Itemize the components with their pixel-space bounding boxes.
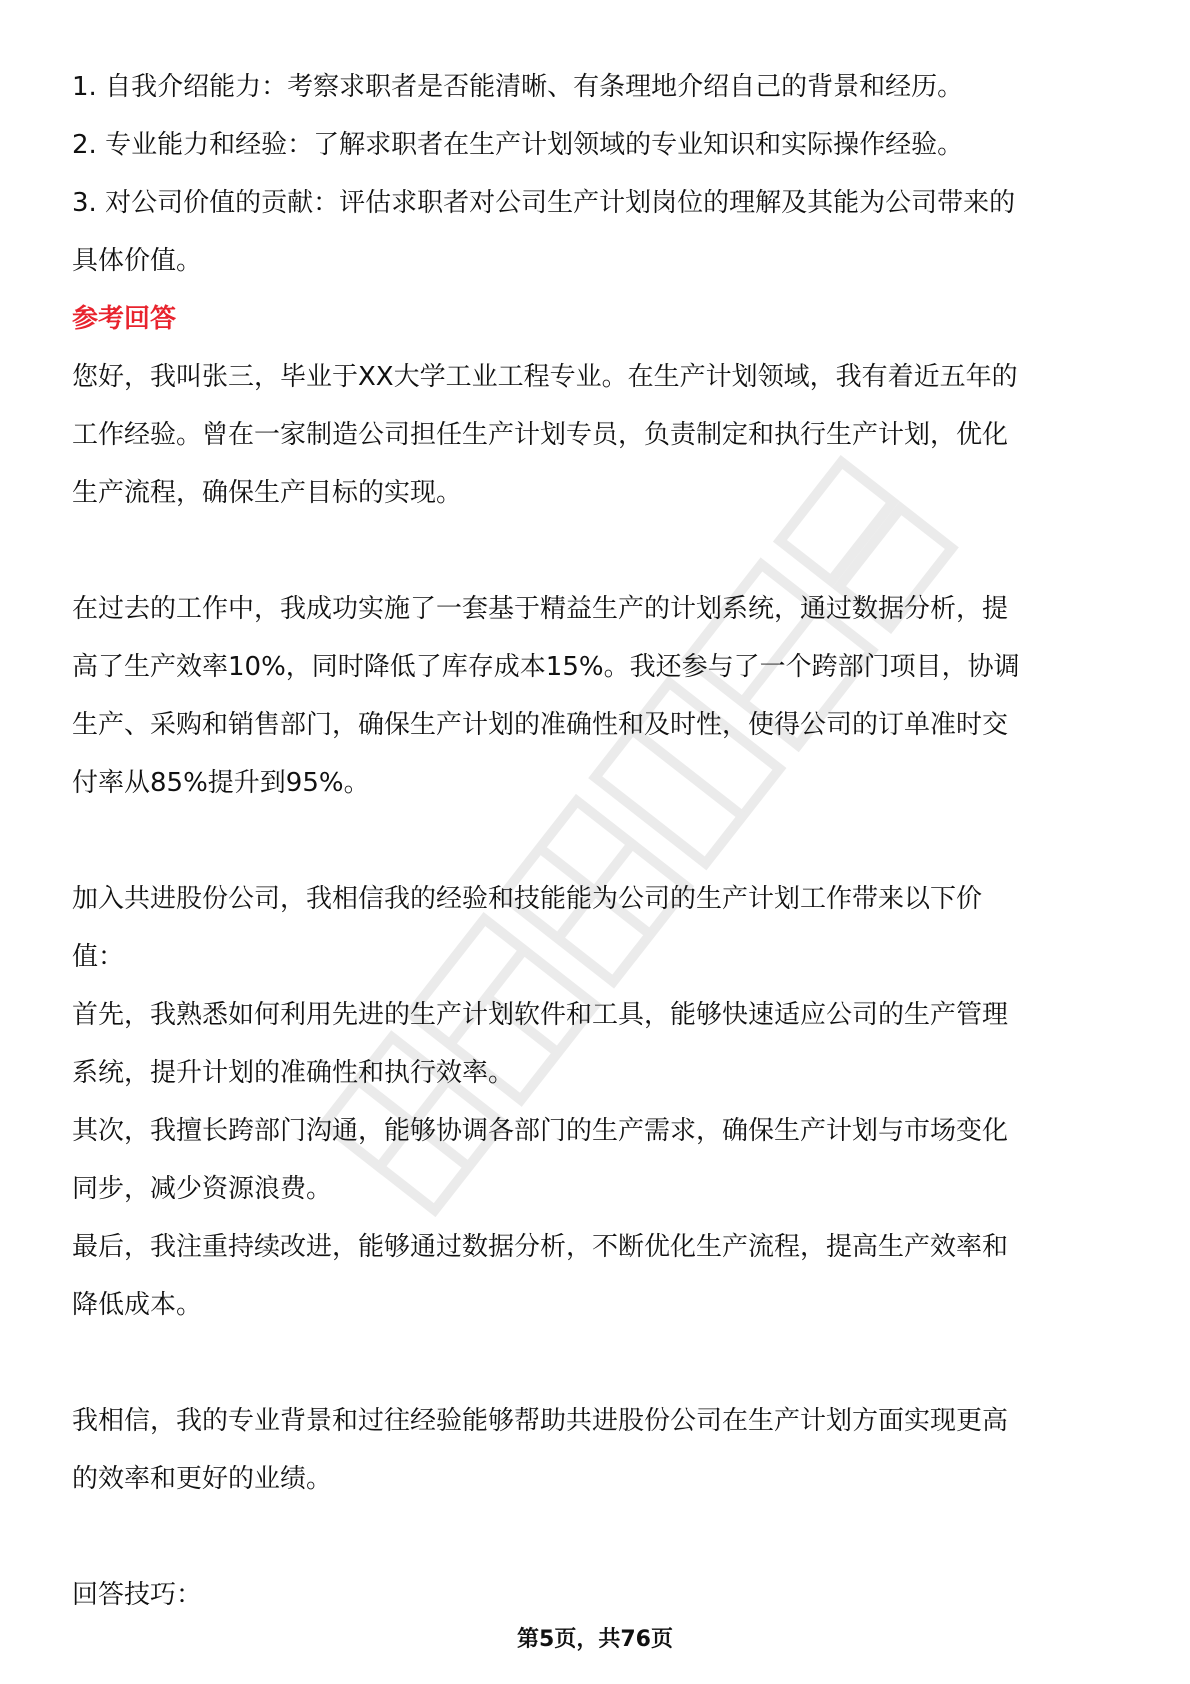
paragraph-3-line-4: 系统，提升计划的准确性和执行效率。 (72, 1058, 515, 1088)
main-content (72, 58, 1122, 1624)
paragraph-gap (72, 812, 1122, 870)
page-number-footer: 第5页，共76页 (517, 1627, 673, 1652)
criteria-item-3-continued: 具体价值。 (72, 246, 203, 276)
paragraph-2-line-4: 付率从85%提升到95%。 (72, 768, 370, 798)
paragraph-2-line-3: 生产、采购和销售部门，确保生产计划的准确性和及时性，使得公司的订单准时交 (72, 710, 1009, 740)
paragraph-3-line-3: 首先，我熟悉如何利用先进的生产计划软件和工具，能够快速适应公司的生产管理 (72, 1000, 1009, 1030)
reference-answer-heading: 参考回答 (72, 304, 177, 334)
paragraph-4-line-2: 的效率和更好的业绩。 (72, 1464, 333, 1494)
paragraph-3-line-7: 最后，我注重持续改进，能够通过数据分析，不断优化生产流程，提高生产效率和 (72, 1232, 1009, 1262)
criteria-item-1: 1. 自我介绍能力：考察求职者是否能清晰、有条理地介绍自己的背景和经历。 (72, 72, 964, 102)
paragraph-gap (72, 522, 1122, 580)
paragraph-gap (72, 1508, 1122, 1566)
paragraph-gap (72, 1334, 1122, 1392)
paragraph-3-line-8: 降低成本。 (72, 1290, 203, 1320)
paragraph-4-line-1: 我相信，我的专业背景和过往经验能够帮助共进股份公司在生产计划方面实现更高 (72, 1406, 1009, 1436)
criteria-item-3: 3. 对公司价值的贡献：评估求职者对公司生产计划岗位的理解及其能为公司带来的 (72, 188, 1016, 218)
paragraph-3-line-2: 值： (72, 942, 125, 972)
paragraph-2-line-2: 高了生产效率10%，同时降低了库存成本15%。我还参与了一个跨部门项目，协调 (72, 652, 1020, 682)
answer-tips-heading: 回答技巧： (72, 1580, 203, 1610)
criteria-item-2: 2. 专业能力和经验：了解求职者在生产计划领域的专业知识和实际操作经验。 (72, 130, 964, 160)
paragraph-3-line-1: 加入共进股份公司，我相信我的经验和技能能为公司的生产计划工作带来以下价 (72, 884, 983, 914)
paragraph-1-line-1: 您好，我叫张三，毕业于XX大学工业工程专业。在生产计划领域，我有着近五年的 (72, 362, 1018, 392)
paragraph-1-line-3: 生产流程，确保生产目标的实现。 (72, 478, 463, 508)
paragraph-1-line-2: 工作经验。曾在一家制造公司担任生产计划专员，负责制定和执行生产计划，优化 (72, 420, 1009, 450)
paragraph-3-line-6: 同步，减少资源浪费。 (72, 1174, 333, 1204)
paragraph-3-line-5: 其次，我擅长跨部门沟通，能够协调各部门的生产需求，确保生产计划与市场变化 (72, 1116, 1009, 1146)
paragraph-2-line-1: 在过去的工作中，我成功实施了一套基于精益生产的计划系统，通过数据分析，提 (72, 594, 1009, 624)
